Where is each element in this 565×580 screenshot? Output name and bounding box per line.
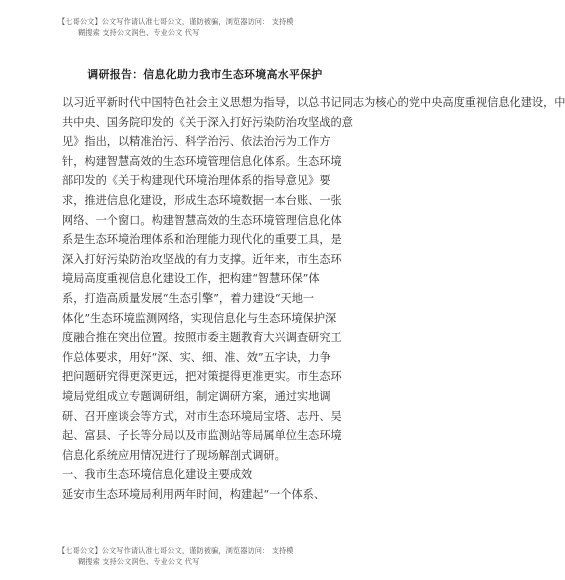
header-banner-line-2: 糊搜索 支持公文润色、专业公文 代写 [78, 28, 200, 37]
body-text-line: 度融合推在突出位置。按照市委主题教育大兴调查研究工 [62, 331, 342, 345]
header-banner-line-1: 【七哥公文】公文写作请认准七哥公文，谨防被骗，浏览器访问： 支持模 [58, 17, 294, 26]
document-body [62, 93, 565, 504]
body-text-line: 信息化系统应用情况进行了现场解剖式调研。 [62, 448, 286, 462]
body-text-line: 深入打好污染防治攻坚战的有力支撑。近年来，市生态环 [62, 252, 342, 266]
footer-banner-line-2: 糊搜索 支持公文润色、专业公文 代写 [78, 557, 200, 566]
body-text-line: 作总体要求，用好“深、实、细、准、效”五字诀，力争 [62, 350, 331, 364]
body-text-line: 部印发的《关于构建现代环境治理体系的指导意见》要 [62, 174, 331, 188]
body-text-line: 系，打造高质量发展“生态引擎”，着力建设“天地一 [62, 291, 315, 305]
body-text-line: 起、富县、子长等分局以及市监测站等局属单位生态环境 [62, 429, 342, 443]
body-text-line: 延安市生态环境局利用两年时间，构建起“一个体系、 [62, 487, 326, 501]
document-title: 调研报告：信息化助力我市生态环境高水平保护 [87, 68, 323, 81]
body-text-line: 系是生态环境治理体系和治理能力现代化的重要工具，是 [62, 233, 342, 247]
body-text-line: 网络、一个窗口。构建智慧高效的生态环境管理信息化体 [62, 213, 342, 227]
body-text-line: 境局党组成立专题调研组，制定调研方案，通过实地调 [62, 389, 331, 403]
body-text-line: 体化”生态环境监测网络，实现信息化与生态环境保护深 [62, 311, 337, 325]
header-watermark-banner [58, 16, 378, 38]
body-text-line: 境局高度重视信息化建设工作，把构建“智慧环保”体 [62, 272, 320, 286]
body-text-line: 求，推进信息化建设，形成生态环境数据一本台账、一张 [62, 193, 342, 207]
body-text-line: 研、召开座谈会等方式，对市生态环境局宝塔、志丹、吴 [62, 409, 342, 423]
body-text-line: 一、我市生态环境信息化建设主要成效 [62, 468, 253, 482]
footer-watermark-banner [58, 545, 378, 567]
footer-banner-line-1: 【七哥公文】公文写作请认准七哥公文，谨防被骗，浏览器访问： 支持模 [58, 546, 294, 555]
body-text-line: 以习近平新时代中国特色社会主义思想为指导，以总书记同志为核心的党中央高度重视信息化建设，中 [62, 96, 565, 109]
body-text-line: 见》指出，以精准治污、科学治污、依法治污为工作方 [62, 135, 331, 149]
body-text-line: 针，构建智慧高效的生态环境管理信息化体系。生态环境 [62, 154, 342, 168]
body-text-line: 共中央、国务院印发的《关于深入打好污染防治攻坚战的意 [62, 115, 353, 129]
body-text-line: 把问题研究得更深更远，把对策提得更准更实。市生态环 [62, 370, 342, 384]
